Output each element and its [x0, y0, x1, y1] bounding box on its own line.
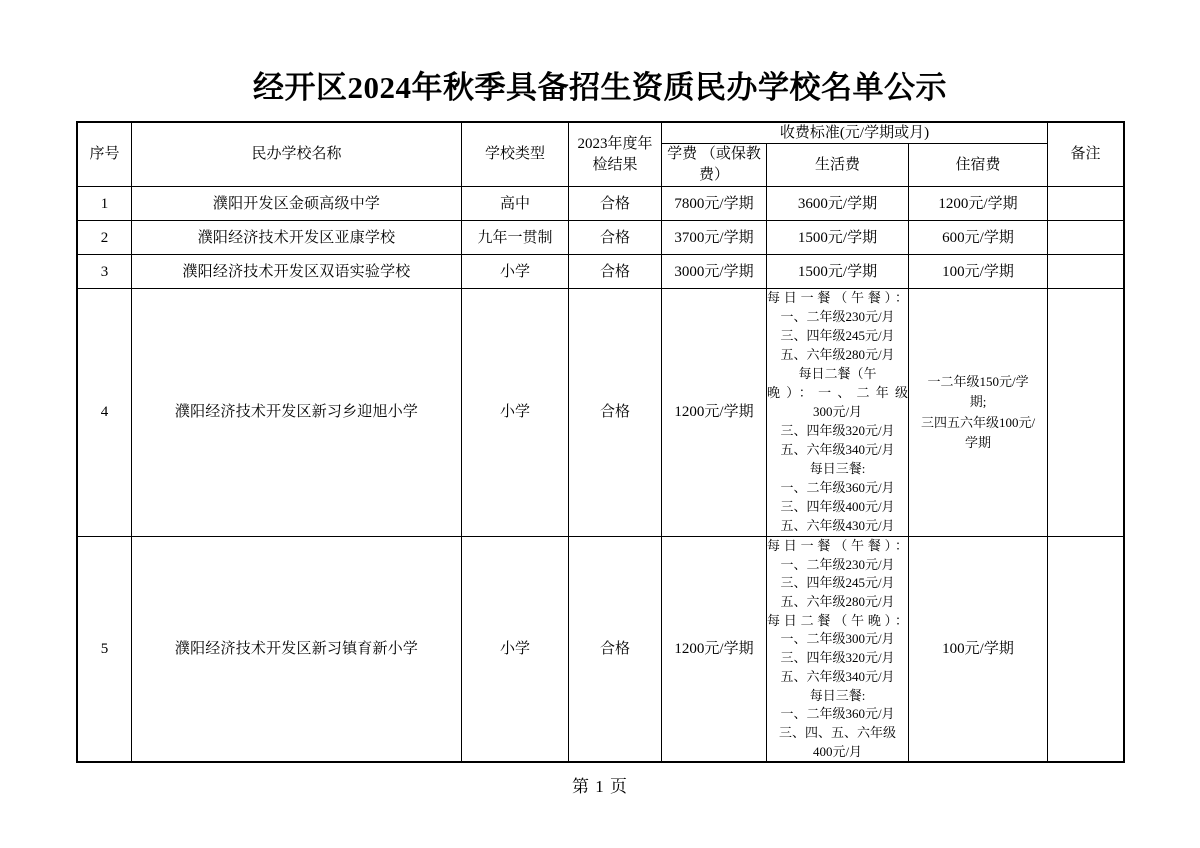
cell-living: 1500元/学期: [767, 255, 909, 289]
cell-remark: [1048, 255, 1124, 289]
living-line: 400元/月: [812, 743, 863, 759]
cell-living-detail: [767, 289, 909, 537]
cell-school-type: 小学: [462, 536, 569, 762]
cell-school-name: 濮阳经济技术开发区新习镇育新小学: [132, 536, 462, 762]
living-line: 五、六年级340元/月: [780, 442, 895, 457]
cell-dormitory: 100元/学期: [909, 536, 1048, 762]
cell-school-type: 小学: [462, 255, 569, 289]
cell-school-type: 高中: [462, 187, 569, 221]
cell-inspection: 合格: [569, 221, 662, 255]
cell-seq: 3: [78, 255, 132, 289]
cell-school-name: 濮阳经济技术开发区亚康学校: [132, 221, 462, 255]
school-list-table-wrapper: [77, 122, 1123, 762]
living-line: 五、六年级430元/月: [780, 517, 895, 533]
living-line: 一、二年级230元/月: [780, 556, 895, 572]
cell-remark: [1048, 187, 1124, 221]
table-header-row-1: [78, 123, 1124, 144]
living-line: 每日一餐（午餐）：: [767, 290, 908, 306]
table-row: [78, 221, 1124, 255]
cell-school-name: 濮阳经济技术开发区双语实验学校: [132, 255, 462, 289]
living-line: 一、二年级230元/月: [780, 309, 895, 325]
dormitory-line: 一二年级150元/学: [927, 374, 1029, 390]
living-line: 三、四、五、六年级: [778, 725, 896, 741]
cell-seq: 5: [78, 536, 132, 762]
column-header-seq: 序号: [78, 123, 132, 187]
column-header-inspection-line1: 2023年度年: [577, 135, 653, 152]
column-header-tuition: [662, 144, 767, 187]
cell-tuition: 3000元/学期: [662, 255, 767, 289]
cell-dormitory: 100元/学期: [909, 255, 1048, 289]
living-line: 三、四年级245元/月: [780, 328, 895, 344]
cell-seq: 4: [78, 289, 132, 537]
cell-inspection: 合格: [569, 187, 662, 221]
column-header-remark: 备注: [1048, 123, 1124, 187]
table-row: [78, 289, 1124, 537]
table-row: [78, 187, 1124, 221]
column-header-fee-group: 收费标准(元/学期或月): [662, 123, 1048, 144]
dormitory-line: 期;: [969, 394, 987, 410]
column-header-school-type: 学校类型: [462, 123, 569, 187]
dormitory-line: 学期: [965, 434, 992, 450]
living-line: 一、二年级360元/月: [780, 706, 895, 722]
table-row: [78, 536, 1124, 762]
living-line: 300元/月: [812, 404, 863, 420]
living-line: 晚）：一、二年级: [767, 385, 908, 401]
cell-tuition: 3700元/学期: [662, 221, 767, 255]
cell-school-type: 九年一贯制: [462, 221, 569, 255]
living-line: 一、二年级360元/月: [780, 479, 895, 495]
cell-living-detail: [767, 536, 909, 762]
cell-remark: [1048, 536, 1124, 762]
cell-school-name: 濮阳经济技术开发区新习乡迎旭小学: [132, 289, 462, 537]
cell-tuition: 7800元/学期: [662, 187, 767, 221]
living-line: 每日一餐（午餐）：: [767, 537, 908, 553]
cell-seq: 1: [78, 187, 132, 221]
cell-school-type: 小学: [462, 289, 569, 537]
cell-living: 1500元/学期: [767, 221, 909, 255]
cell-inspection: 合格: [569, 536, 662, 762]
column-header-inspection-line2: 检结果: [592, 156, 638, 173]
column-header-inspection: [569, 123, 662, 187]
cell-tuition: 1200元/学期: [662, 536, 767, 762]
column-header-tuition-line1: 学费: [667, 146, 698, 163]
column-header-school-name: 民办学校名称: [132, 123, 462, 187]
column-header-dormitory: 住宿费: [909, 144, 1048, 187]
cell-inspection: 合格: [569, 255, 662, 289]
living-line: 三、四年级320元/月: [780, 423, 895, 439]
living-line: 每日三餐:: [809, 460, 866, 476]
school-list-table: [77, 122, 1124, 762]
living-line: 每日二餐（午晚）：: [767, 612, 908, 628]
living-line: 每日三餐:: [809, 687, 866, 703]
column-header-living: 生活费: [767, 144, 909, 187]
living-line: 三、四年级320元/月: [780, 650, 895, 666]
cell-remark: [1048, 289, 1124, 537]
cell-school-name: 濮阳开发区金硕高级中学: [132, 187, 462, 221]
living-line: 五、六年级280元/月: [780, 347, 895, 363]
column-header-tuition-line2: （或保教费）: [698, 146, 761, 184]
cell-remark: [1048, 221, 1124, 255]
page-title: 经开区2024年秋季具备招生资质民办学校名单公示: [253, 70, 947, 105]
living-line: 一、二年级300元/月: [780, 631, 895, 647]
living-line: 五、六年级280元/月: [780, 594, 895, 609]
table-header: [78, 123, 1124, 187]
cell-dormitory: 1200元/学期: [909, 187, 1048, 221]
cell-inspection: 合格: [569, 289, 662, 537]
dormitory-line: 三四五六年级100元/: [920, 414, 1036, 430]
table-row: [78, 255, 1124, 289]
living-line: 五、六年级340元/月: [780, 668, 895, 684]
living-line: 每日二餐（午: [798, 366, 877, 382]
table-body: [78, 187, 1124, 762]
cell-seq: 2: [78, 221, 132, 255]
cell-dormitory-detail: [909, 289, 1048, 537]
cell-dormitory: 600元/学期: [909, 221, 1048, 255]
page-number-footer: 第 1 页: [572, 777, 628, 796]
living-line: 三、四年级245元/月: [780, 575, 895, 591]
living-line: 三、四年级400元/月: [780, 498, 895, 514]
cell-living: 3600元/学期: [767, 187, 909, 221]
cell-tuition: 1200元/学期: [662, 289, 767, 537]
